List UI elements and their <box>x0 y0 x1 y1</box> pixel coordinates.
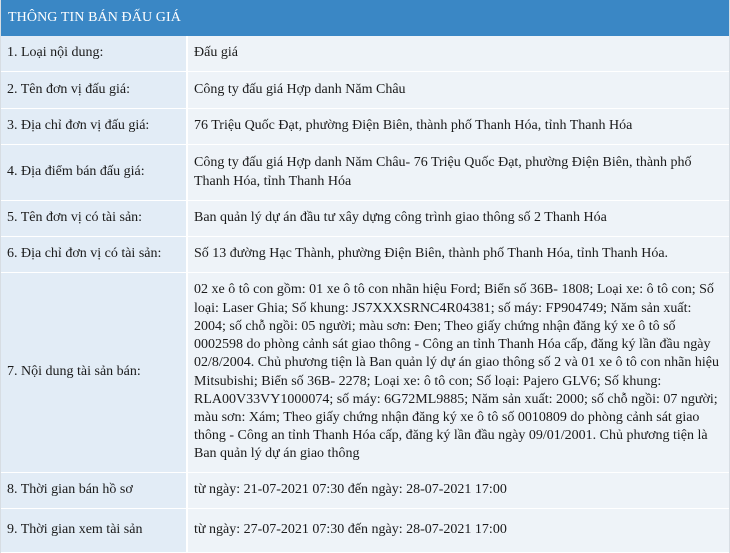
row-value: từ ngày: 27-07-2021 07:30 đến ngày: 28-07-2021 17:00 <box>188 509 729 553</box>
row-value: từ ngày: 21-07-2021 07:30 đến ngày: 28-07-2021 17:00 <box>188 473 729 509</box>
row-document-sale-period <box>1 473 729 509</box>
row-label: 1. Loại nội dung: <box>1 36 188 72</box>
row-label: 6. Địa chỉ đơn vị có tài sản: <box>1 237 188 273</box>
row-value: Số 13 đường Hạc Thành, phường Điện Biên, thành phố Thanh Hóa, tỉnh Thanh Hóa. <box>188 237 729 273</box>
row-value: 76 Triệu Quốc Đạt, phường Điện Biên, thành phố Thanh Hóa, tỉnh Thanh Hóa <box>188 109 729 145</box>
row-label: 8. Thời gian bán hồ sơ <box>1 473 188 509</box>
row-value: Công ty đấu giá Hợp danh Năm Châu- 76 Triệu Quốc Đạt, phường Điện Biên, thành phố Thanh Hóa, tỉnh Thanh Hóa <box>188 145 729 201</box>
row-label: 9. Thời gian xem tài sản <box>1 509 188 553</box>
row-value: Công ty đấu giá Hợp danh Năm Châu <box>188 72 729 109</box>
row-auction-unit-name <box>1 72 729 109</box>
row-label: 5. Tên đơn vị có tài sản: <box>1 201 188 237</box>
auction-info-table <box>1 36 729 553</box>
row-auction-unit-address <box>1 109 729 145</box>
row-label: 2. Tên đơn vị đấu giá: <box>1 72 188 109</box>
row-value: Ban quản lý dự án đầu tư xây dựng công trình giao thông số 2 Thanh Hóa <box>188 201 729 237</box>
row-content-type <box>1 36 729 72</box>
row-asset-description <box>1 273 729 473</box>
row-label: 4. Địa điểm bán đấu giá: <box>1 145 188 201</box>
row-asset-owner-address <box>1 237 729 273</box>
row-value: Đấu giá <box>188 36 729 72</box>
row-label: 7. Nội dung tài sản bán: <box>1 273 188 473</box>
row-value: 02 xe ô tô con gồm: 01 xe ô tô con nhãn hiệu Ford; Biển số 36B- 1808; Loại xe: ô tô con; Số loại: Laser Ghia; Số khung: JS7XXXSRNC4R04381; số máy: FP904749; Năm sản xuất: 2004; số chỗ ngồi: 05 người; màu sơn: Đen; Theo giấy chứng nhận đăng ký xe ô tô số 0002598 do phòng cảnh sát giao thông - Công an tỉnh Thanh Hóa cấp, đăng ký lần đầu ngày 02/8/2004. Chủ phương tiện là Ban quản lý dự án giao thông số 2 và 01 xe ô tô con nhãn hiệu Mitsubishi; Biển số 36B- 2278; Loại xe: ô tô con; Số loại: Pajero GLV6; Số khung: RLA00V33VY1000074; số máy: 6G72ML9885; Năm sản xuất: 2000; số chỗ ngồi: 07 người; màu sơn: Xám; Theo giấy chứng nhận đăng ký xe ô tô số 0010809 do phòng cảnh sát giao thông - Công an tỉnh Thanh Hóa cấp, đăng ký lần đầu ngày 09/01/2001. Chủ phương tiện là Ban quản lý dự án giao thông <box>188 273 729 473</box>
row-label: 3. Địa chỉ đơn vị đấu giá: <box>1 109 188 145</box>
row-asset-owner-name <box>1 201 729 237</box>
panel-title: THÔNG TIN BÁN ĐẤU GIÁ <box>1 0 729 36</box>
row-auction-location <box>1 145 729 201</box>
row-asset-viewing-period <box>1 509 729 553</box>
